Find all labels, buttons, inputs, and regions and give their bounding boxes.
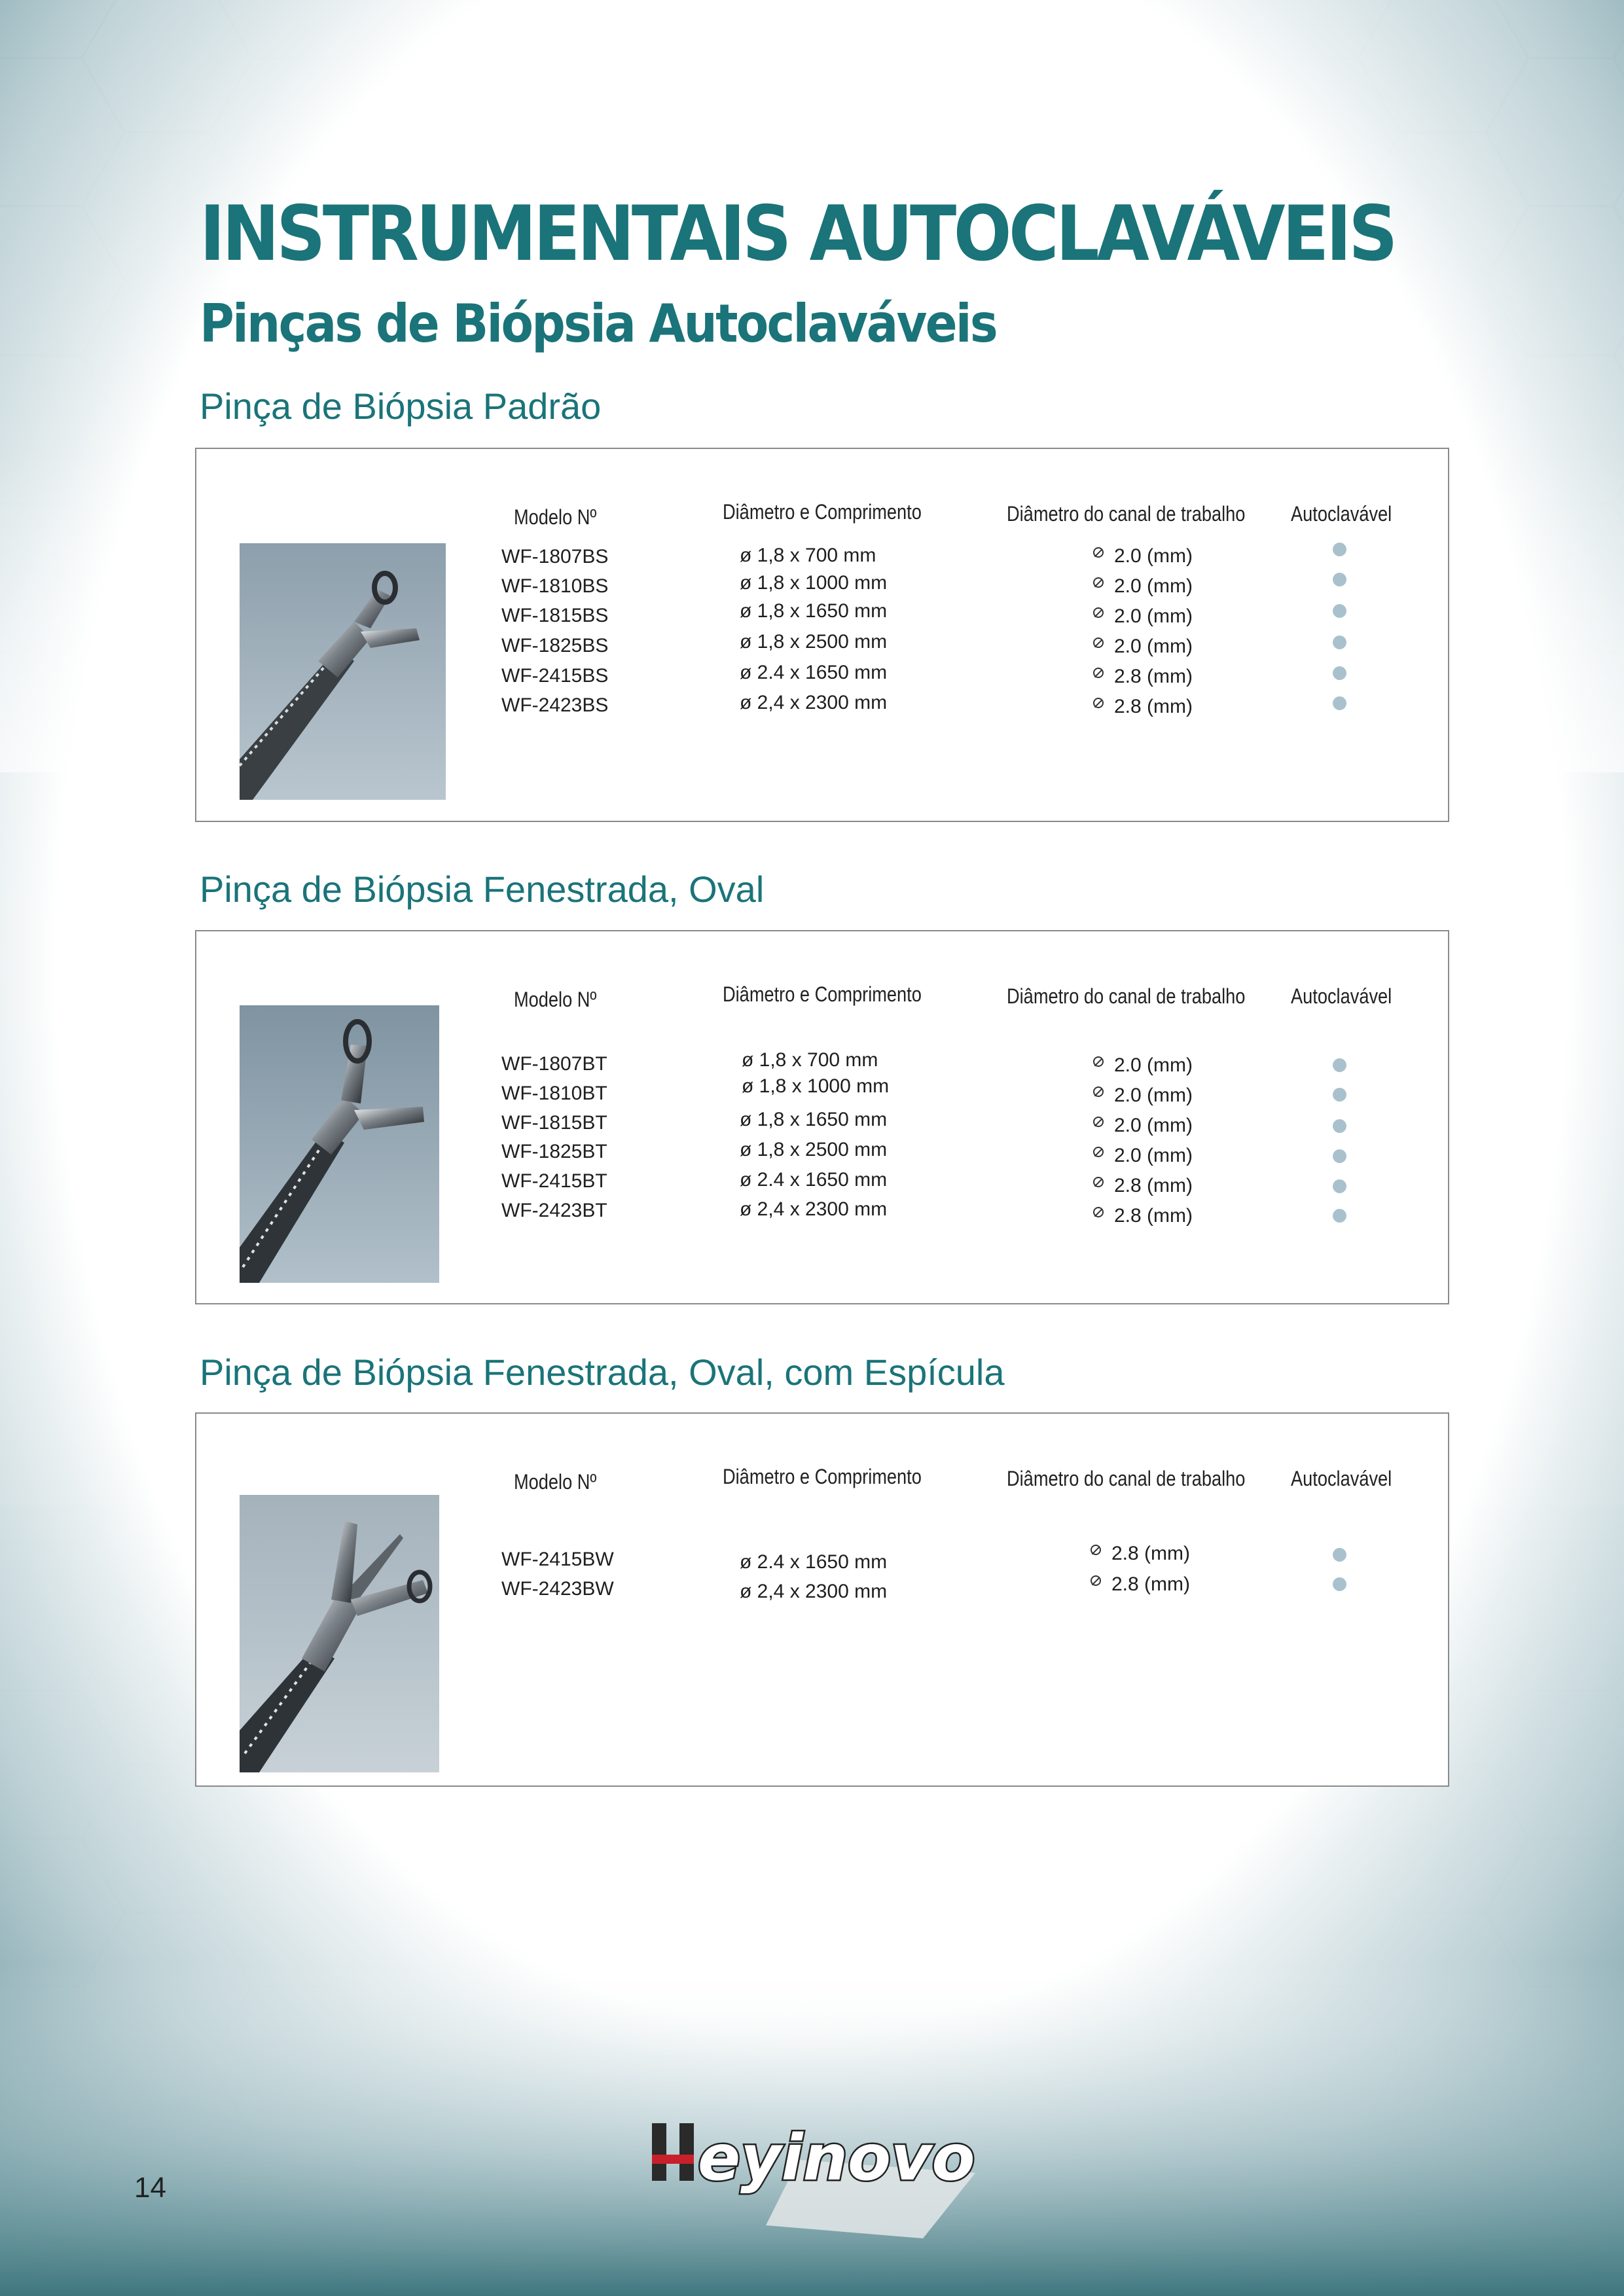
section-title-fenestrated-spike: Pinça de Biópsia Fenestrada, Oval, com Espícula	[200, 1352, 1005, 1393]
section-title-fenestrated: Pinça de Biópsia Fenestrada, Oval	[200, 869, 765, 910]
channel-cell: 2.8 (mm)	[1114, 696, 1193, 717]
diameter-icon	[1093, 668, 1104, 678]
diameter-icon	[1093, 547, 1104, 558]
dot-indicator-icon	[1333, 636, 1346, 649]
size-cell: ø 2,4 x 2300 mm	[740, 1198, 888, 1220]
size-cell: ø 1,8 x 2500 mm	[740, 631, 888, 653]
channel-cell: 2.8 (mm)	[1111, 1543, 1190, 1564]
channel-cell: 2.8 (mm)	[1111, 1573, 1190, 1595]
channel-cell: 2.0 (mm)	[1114, 1145, 1193, 1166]
col-header-autoclavable: Autoclavável	[1291, 984, 1392, 1008]
channel-cell: 2.0 (mm)	[1114, 575, 1193, 597]
channel-cell: 2.0 (mm)	[1114, 1054, 1193, 1076]
size-cell: ø 2,4 x 2300 mm	[740, 1581, 888, 1602]
dot-indicator-icon	[1333, 1209, 1346, 1223]
channel-cell: 2.0 (mm)	[1114, 636, 1193, 657]
col-header-diameter-length: Diâmetro e Comprimento	[723, 500, 922, 524]
diameter-icon	[1093, 1056, 1104, 1067]
model-cell: WF-1815BT	[501, 1112, 607, 1134]
dot-indicator-icon	[1333, 1119, 1346, 1133]
model-cell: WF-1825BS	[501, 635, 609, 656]
diameter-icon	[1093, 637, 1104, 648]
brand-logo	[648, 2114, 975, 2245]
col-header-channel: Diâmetro do canal de trabalho	[1007, 1467, 1246, 1490]
page-number: 14	[134, 2172, 166, 2204]
diameter-icon	[1093, 1086, 1104, 1097]
size-cell: ø 2.4 x 1650 mm	[740, 1169, 888, 1191]
size-cell: ø 1,8 x 700 mm	[740, 545, 876, 566]
model-cell: WF-1810BS	[501, 575, 609, 597]
dot-indicator-icon	[1333, 1577, 1346, 1591]
dot-indicator-icon	[1333, 1548, 1346, 1562]
size-cell: ø 1,8 x 2500 mm	[740, 1139, 888, 1160]
diameter-icon	[1091, 1545, 1101, 1555]
dot-indicator-icon	[1333, 666, 1346, 680]
diameter-icon	[1093, 1207, 1104, 1217]
diameter-icon	[1093, 1117, 1104, 1127]
col-header-channel: Diâmetro do canal de trabalho	[1007, 502, 1246, 526]
model-cell: WF-2423BT	[501, 1200, 607, 1221]
size-cell: ø 2.4 x 1650 mm	[740, 1551, 888, 1573]
col-header-model: Modelo Nº	[514, 988, 597, 1011]
product-photo-standard	[240, 543, 446, 800]
model-cell: WF-2423BW	[501, 1578, 614, 1600]
page-subtitle: Pinças de Biópsia Autoclaváveis	[200, 293, 997, 354]
model-cell: WF-1807BS	[501, 546, 609, 567]
size-cell: ø 2,4 x 2300 mm	[740, 692, 888, 713]
dot-indicator-icon	[1333, 696, 1346, 710]
model-cell: WF-1815BS	[501, 605, 609, 626]
col-header-model: Modelo Nº	[514, 505, 597, 529]
product-box-fenestrated	[195, 930, 1449, 1304]
dot-indicator-icon	[1333, 1149, 1346, 1163]
model-cell: WF-2423BS	[501, 694, 609, 716]
size-cell: ø 1,8 x 1000 mm	[742, 1075, 890, 1097]
page-title: INSTRUMENTAIS AUTOCLAVÁVEIS	[200, 190, 1395, 278]
model-cell: WF-1807BT	[501, 1053, 607, 1075]
svg-text:eyinovo: eyinovo	[698, 2121, 975, 2195]
channel-cell: 2.8 (mm)	[1114, 1175, 1193, 1196]
size-cell: ø 2.4 x 1650 mm	[740, 662, 888, 683]
channel-cell: 2.8 (mm)	[1114, 666, 1193, 687]
model-cell: WF-1810BT	[501, 1083, 607, 1104]
product-box-standard	[195, 448, 1449, 822]
channel-cell: 2.0 (mm)	[1114, 1085, 1193, 1106]
col-header-channel: Diâmetro do canal de trabalho	[1007, 984, 1246, 1008]
model-cell: WF-2415BT	[501, 1170, 607, 1192]
col-header-autoclavable: Autoclavável	[1291, 502, 1392, 526]
diameter-icon	[1091, 1575, 1101, 1586]
diameter-icon	[1093, 1147, 1104, 1157]
size-cell: ø 1,8 x 1000 mm	[740, 572, 888, 594]
channel-cell: 2.0 (mm)	[1114, 605, 1193, 627]
col-header-model: Modelo Nº	[514, 1470, 597, 1494]
dot-indicator-icon	[1333, 573, 1346, 586]
dot-indicator-icon	[1333, 1179, 1346, 1193]
model-cell: WF-2415BS	[501, 665, 609, 687]
col-header-diameter-length: Diâmetro e Comprimento	[723, 982, 922, 1006]
diameter-icon	[1093, 607, 1104, 618]
size-cell: ø 1,8 x 1650 mm	[740, 600, 888, 622]
diameter-icon	[1093, 698, 1104, 708]
section-title-standard: Pinça de Biópsia Padrão	[200, 386, 602, 427]
channel-cell: 2.8 (mm)	[1114, 1205, 1193, 1227]
dot-indicator-icon	[1333, 1058, 1346, 1072]
channel-cell: 2.0 (mm)	[1114, 1115, 1193, 1136]
col-header-autoclavable: Autoclavável	[1291, 1467, 1392, 1490]
diameter-icon	[1093, 577, 1104, 588]
col-header-diameter-length: Diâmetro e Comprimento	[723, 1465, 922, 1488]
model-cell: WF-1825BT	[501, 1141, 607, 1162]
product-photo-fenestrated-spike	[240, 1495, 439, 1772]
dot-indicator-icon	[1333, 604, 1346, 618]
diameter-icon	[1093, 1177, 1104, 1187]
channel-cell: 2.0 (mm)	[1114, 545, 1193, 567]
product-box-fenestrated-spike	[195, 1412, 1449, 1787]
dot-indicator-icon	[1333, 543, 1346, 556]
dot-indicator-icon	[1333, 1088, 1346, 1102]
size-cell: ø 1,8 x 700 mm	[742, 1049, 878, 1071]
size-cell: ø 1,8 x 1650 mm	[740, 1109, 888, 1130]
model-cell: WF-2415BW	[501, 1549, 614, 1570]
product-photo-fenestrated	[240, 1005, 439, 1283]
